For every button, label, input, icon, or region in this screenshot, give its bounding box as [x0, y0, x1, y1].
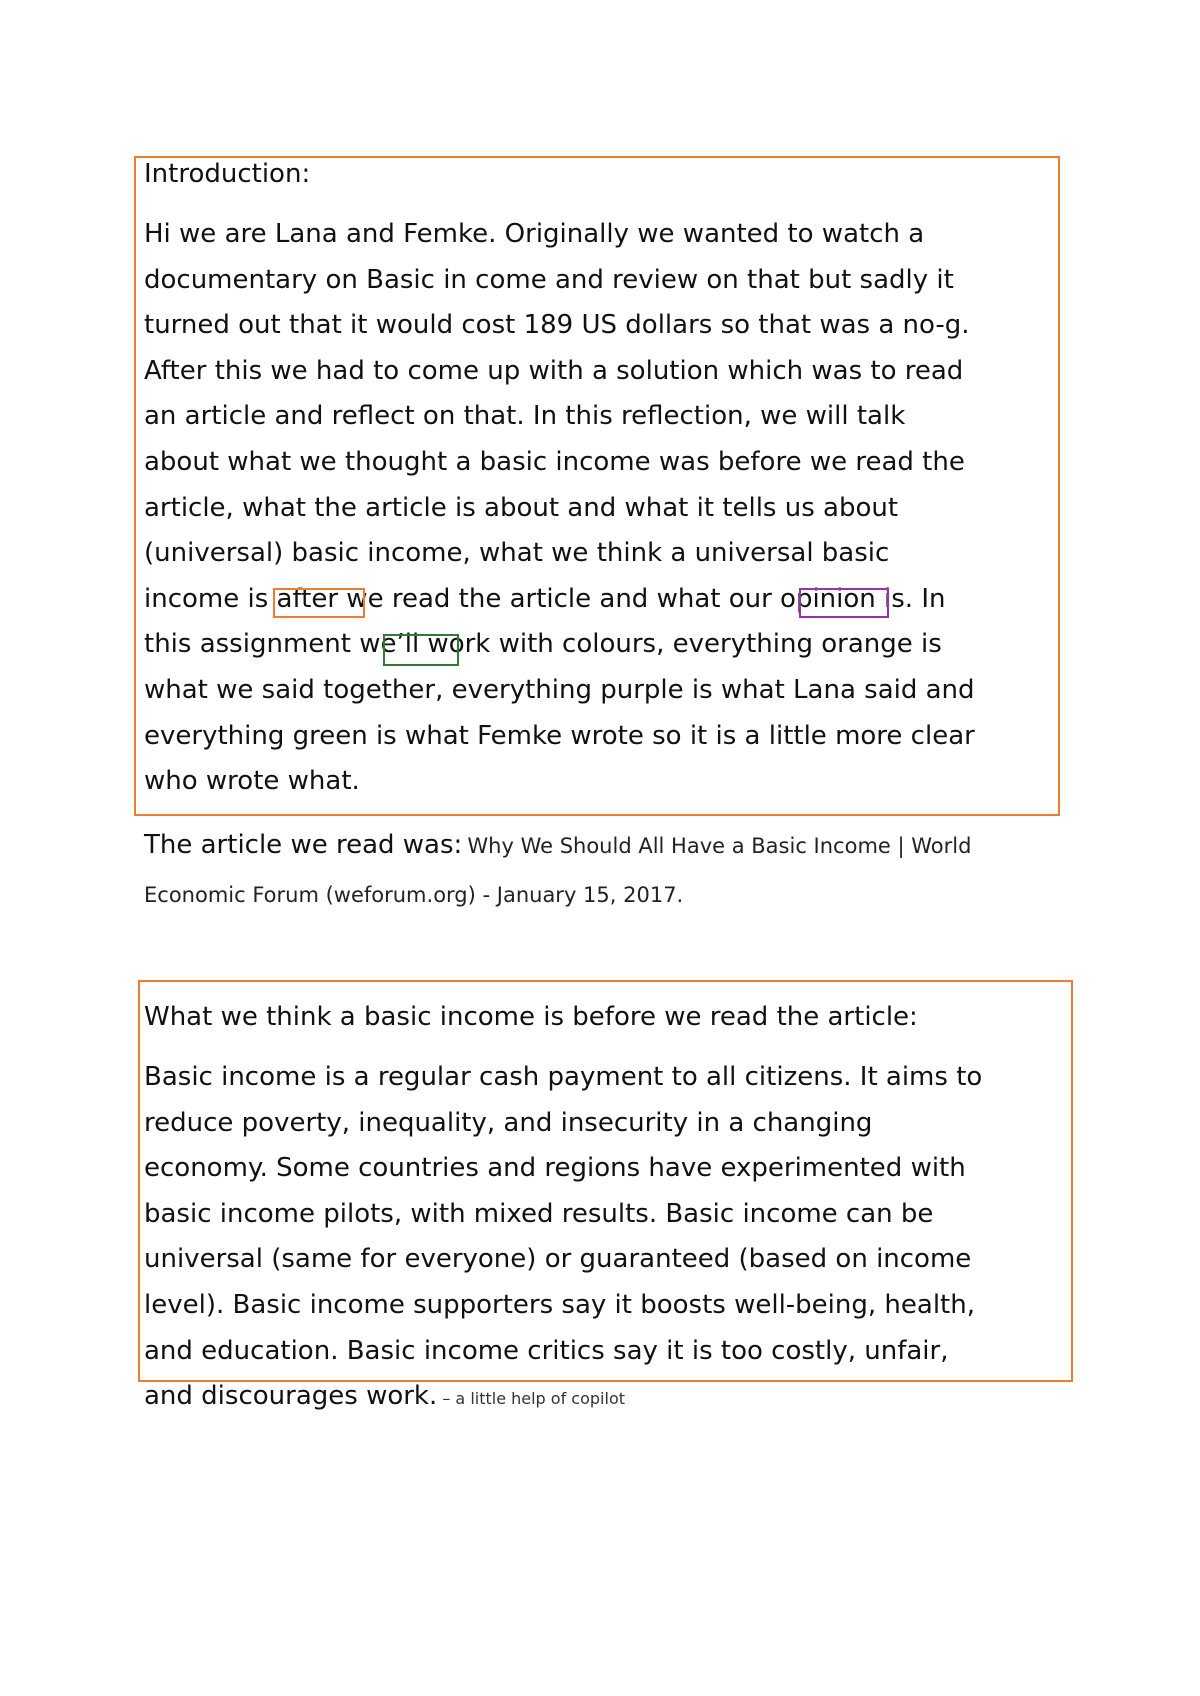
- copilot-credit: – a little help of copilot: [437, 1389, 625, 1409]
- orange-highlight-box: [273, 588, 365, 618]
- intro-line: turned out that it would cost 189 US dollars so that was a no-g.: [144, 310, 970, 341]
- intro-line: Hi we are Lana and Femke. Originally we wanted to watch a: [144, 219, 925, 249]
- article-link[interactable]: Why We Should All Have a Basic Income | World: [467, 834, 972, 858]
- before-reading-line: level). Basic income supporters say it boosts well-being, health,: [144, 1289, 975, 1320]
- intro-line: about what we thought a basic income was before we read the: [144, 446, 965, 477]
- before-reading-last-line: [144, 1374, 982, 1420]
- article-date: - January 15, 2017.: [475, 883, 684, 907]
- intro-line: this assignment we’ll work with colours, everything orange is: [144, 629, 942, 660]
- intro-line: what we said together, everything purple is what Lana said and: [144, 674, 975, 705]
- intro-paragraph: [144, 212, 975, 805]
- before-reading-heading: What we think a basic income is before we read the article:: [144, 1002, 918, 1032]
- green-highlight-box: [383, 634, 459, 666]
- article-source-lead: The article we read was:: [144, 830, 463, 860]
- intro-line: documentary on Basic in come and review on that but sadly it: [144, 264, 954, 295]
- intro-line: who wrote what.: [144, 766, 360, 797]
- intro-line: (universal) basic income, what we think a universal basic: [144, 538, 890, 569]
- article-source-continued: [144, 875, 683, 915]
- before-reading-paragraph: [144, 1055, 982, 1420]
- intro-line: income is after we read the article and what our opinion is. In: [144, 583, 946, 614]
- before-reading-line: universal (same for everyone) or guaranteed (based on income: [144, 1244, 972, 1275]
- intro-line: an article and reflect on that. In this reflection, we will talk: [144, 401, 906, 432]
- before-reading-line: Basic income is a regular cash payment to all citizens. It aims to: [144, 1062, 983, 1092]
- before-reading-last-text: and discourages work.: [144, 1381, 438, 1412]
- before-reading-line: reduce poverty, inequality, and insecurity in a changing: [144, 1107, 873, 1138]
- intro-line: After this we had to come up with a solution which was to read: [144, 355, 964, 386]
- article-link-continued[interactable]: Economic Forum (weforum.org): [144, 883, 476, 907]
- purple-highlight-box: [799, 588, 889, 618]
- before-reading-line: and education. Basic income critics say it is too costly, unfair,: [144, 1335, 949, 1366]
- article-source: [144, 825, 971, 868]
- intro-heading: Introduction:: [144, 159, 311, 189]
- before-reading-line: economy. Some countries and regions have experimented with: [144, 1153, 966, 1184]
- intro-line: everything green is what Femke wrote so it is a little more clear: [144, 720, 975, 751]
- intro-line: article, what the article is about and what it tells us about: [144, 492, 899, 523]
- before-reading-line: basic income pilots, with mixed results. Basic income can be: [144, 1198, 934, 1229]
